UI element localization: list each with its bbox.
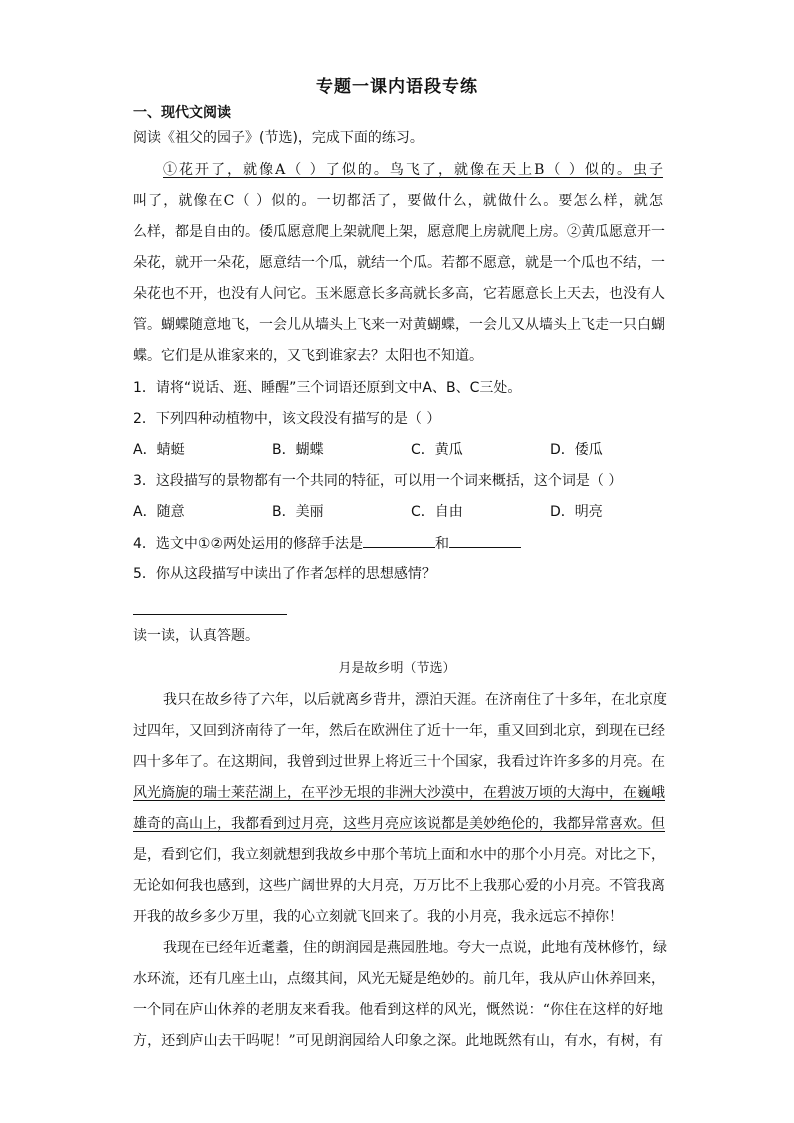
passage2-line-5: 雄奇的高山上，我都看到过月亮，这些月亮应该说都是美妙绝伦的，我都异常喜欢。但 [133,816,665,832]
section-heading: 一、现代文阅读 [133,105,231,121]
option-a[interactable]: A．随意 [133,504,185,520]
passage2-line-7: 无论如何我也感到，这些广阔世界的大月亮，万万比不上我那心爱的小月亮。不管我离 [133,878,665,894]
answer-blank[interactable] [449,533,521,548]
passage2-line-1: 我只在故乡待了六年，以后就离乡背井，漂泊天涯。在济南住了十多年，在北京度 [163,692,667,708]
question-5: 5．你从这段描写中读出了作者怎样的思想感情？ [133,566,436,582]
option-b[interactable]: B．蝴蝶 [272,442,324,458]
option-c[interactable]: C．黄瓜 [411,442,463,458]
option-d[interactable]: D．倭瓜 [550,442,603,458]
passage2-line-12: 方，还到庐山去干吗呢！”可见朗润园给人印象之深。此地既然有山，有水，有树，有 [133,1033,663,1049]
section2-instruction: 读一读，认真答题。 [133,628,259,644]
passage-title: 月是故乡明（节选） [338,661,456,676]
option-c[interactable]: C．自由 [411,504,463,520]
passage1-line-4: 朵花，就开一朵花，愿意结一个瓜，就结一个瓜。若都不愿意，就是一个瓜也不结，一 [133,255,665,271]
passage2-line-6: 是，看到它们，我立刻就想到我故乡中那个苇坑上面和水中的那个小月亮。对比之下， [133,847,665,863]
passage2-line-3: 四十多年了。在这期间，我曾到过世界上将近三十个国家，我看过许许多多的月亮。在 [133,754,665,770]
answer-line[interactable] [133,614,287,615]
page-title: 专题一课内语段专练 [316,77,478,97]
passage1-line-3: 么样，都是自由的。倭瓜愿意爬上架就爬上架，愿意爬上房就爬上房。②黄瓜愿意开一 [133,224,665,240]
question-3: 3．这段描写的景物都有一个共同的特征，可以用一个词来概括，这个词是（ ） [133,473,623,489]
answer-blank[interactable] [363,533,435,548]
passage2-line-10: 水环流，还有几座土山，点缀其间，风光无疑是绝妙的。前几年，我从庐山休养回来， [133,971,665,987]
passage1-line-5: 朵花也不开，也没有人问它。玉米愿意长多高就长多高，它若愿意长上天去，也没有人 [133,286,665,302]
passage1-line-2: 叫了，就像在C（ ）似的。一切都活了，要做什么，就做什么。要怎么样，就怎 [133,193,663,209]
passage2-line-9: 我现在已经年近耄耋，住的朗润园是燕园胜地。夸大一点说，此地有茂林修竹，绿 [163,940,667,956]
passage2-line-11: 一个同在庐山休养的老朋友来看我。他看到这样的风光，慨然说：“你住在这样的好地 [133,1002,663,1018]
option-b[interactable]: B．美丽 [272,504,324,520]
option-d[interactable]: D．明亮 [550,504,603,520]
passage2-line-8: 开我的故乡多少万里，我的心立刻就飞回来了。我的小月亮，我永远忘不掉你！ [133,909,623,925]
passage1-line-1: ①花开了，就像A（ ）了似的。鸟飞了，就像在天上B（ ）似的。虫子 [163,162,663,178]
passage1-line-6: 管。蝴蝶随意地飞，一会儿从墙头上飞来一对黄蝴蝶，一会儿又从墙头上飞走一只白蝴 [133,317,665,333]
question-2-options [133,440,673,460]
question-1: 1．请将“说话、逛、睡醒”三个词语还原到文中A、B、C三处。 [133,380,522,396]
question-3-options [133,502,673,522]
passage2-line-4: 风光旖旎的瑞士莱茫湖上，在平沙无垠的非洲大沙漠中，在碧波万顷的大海中，在巍峨 [133,785,665,801]
passage1-line-7: 蝶。它们是从谁家来的，又飞到谁家去？太阳也不知道。 [133,348,483,364]
passage2-line-2: 过四年，又回到济南待了一年，然后在欧洲住了近十一年，重又回到北京，到现在已经 [133,723,665,739]
question-2: 2．下列四种动植物中，该文段没有描写的是（ ） [133,411,441,427]
option-a[interactable]: A．蜻蜓 [133,442,185,458]
reading-instruction: 阅读《祖父的园子》(节选)，完成下面的练习。 [133,130,424,146]
question-4: 4．选文中①②两处运用的修辞手法是 和 [133,533,521,554]
